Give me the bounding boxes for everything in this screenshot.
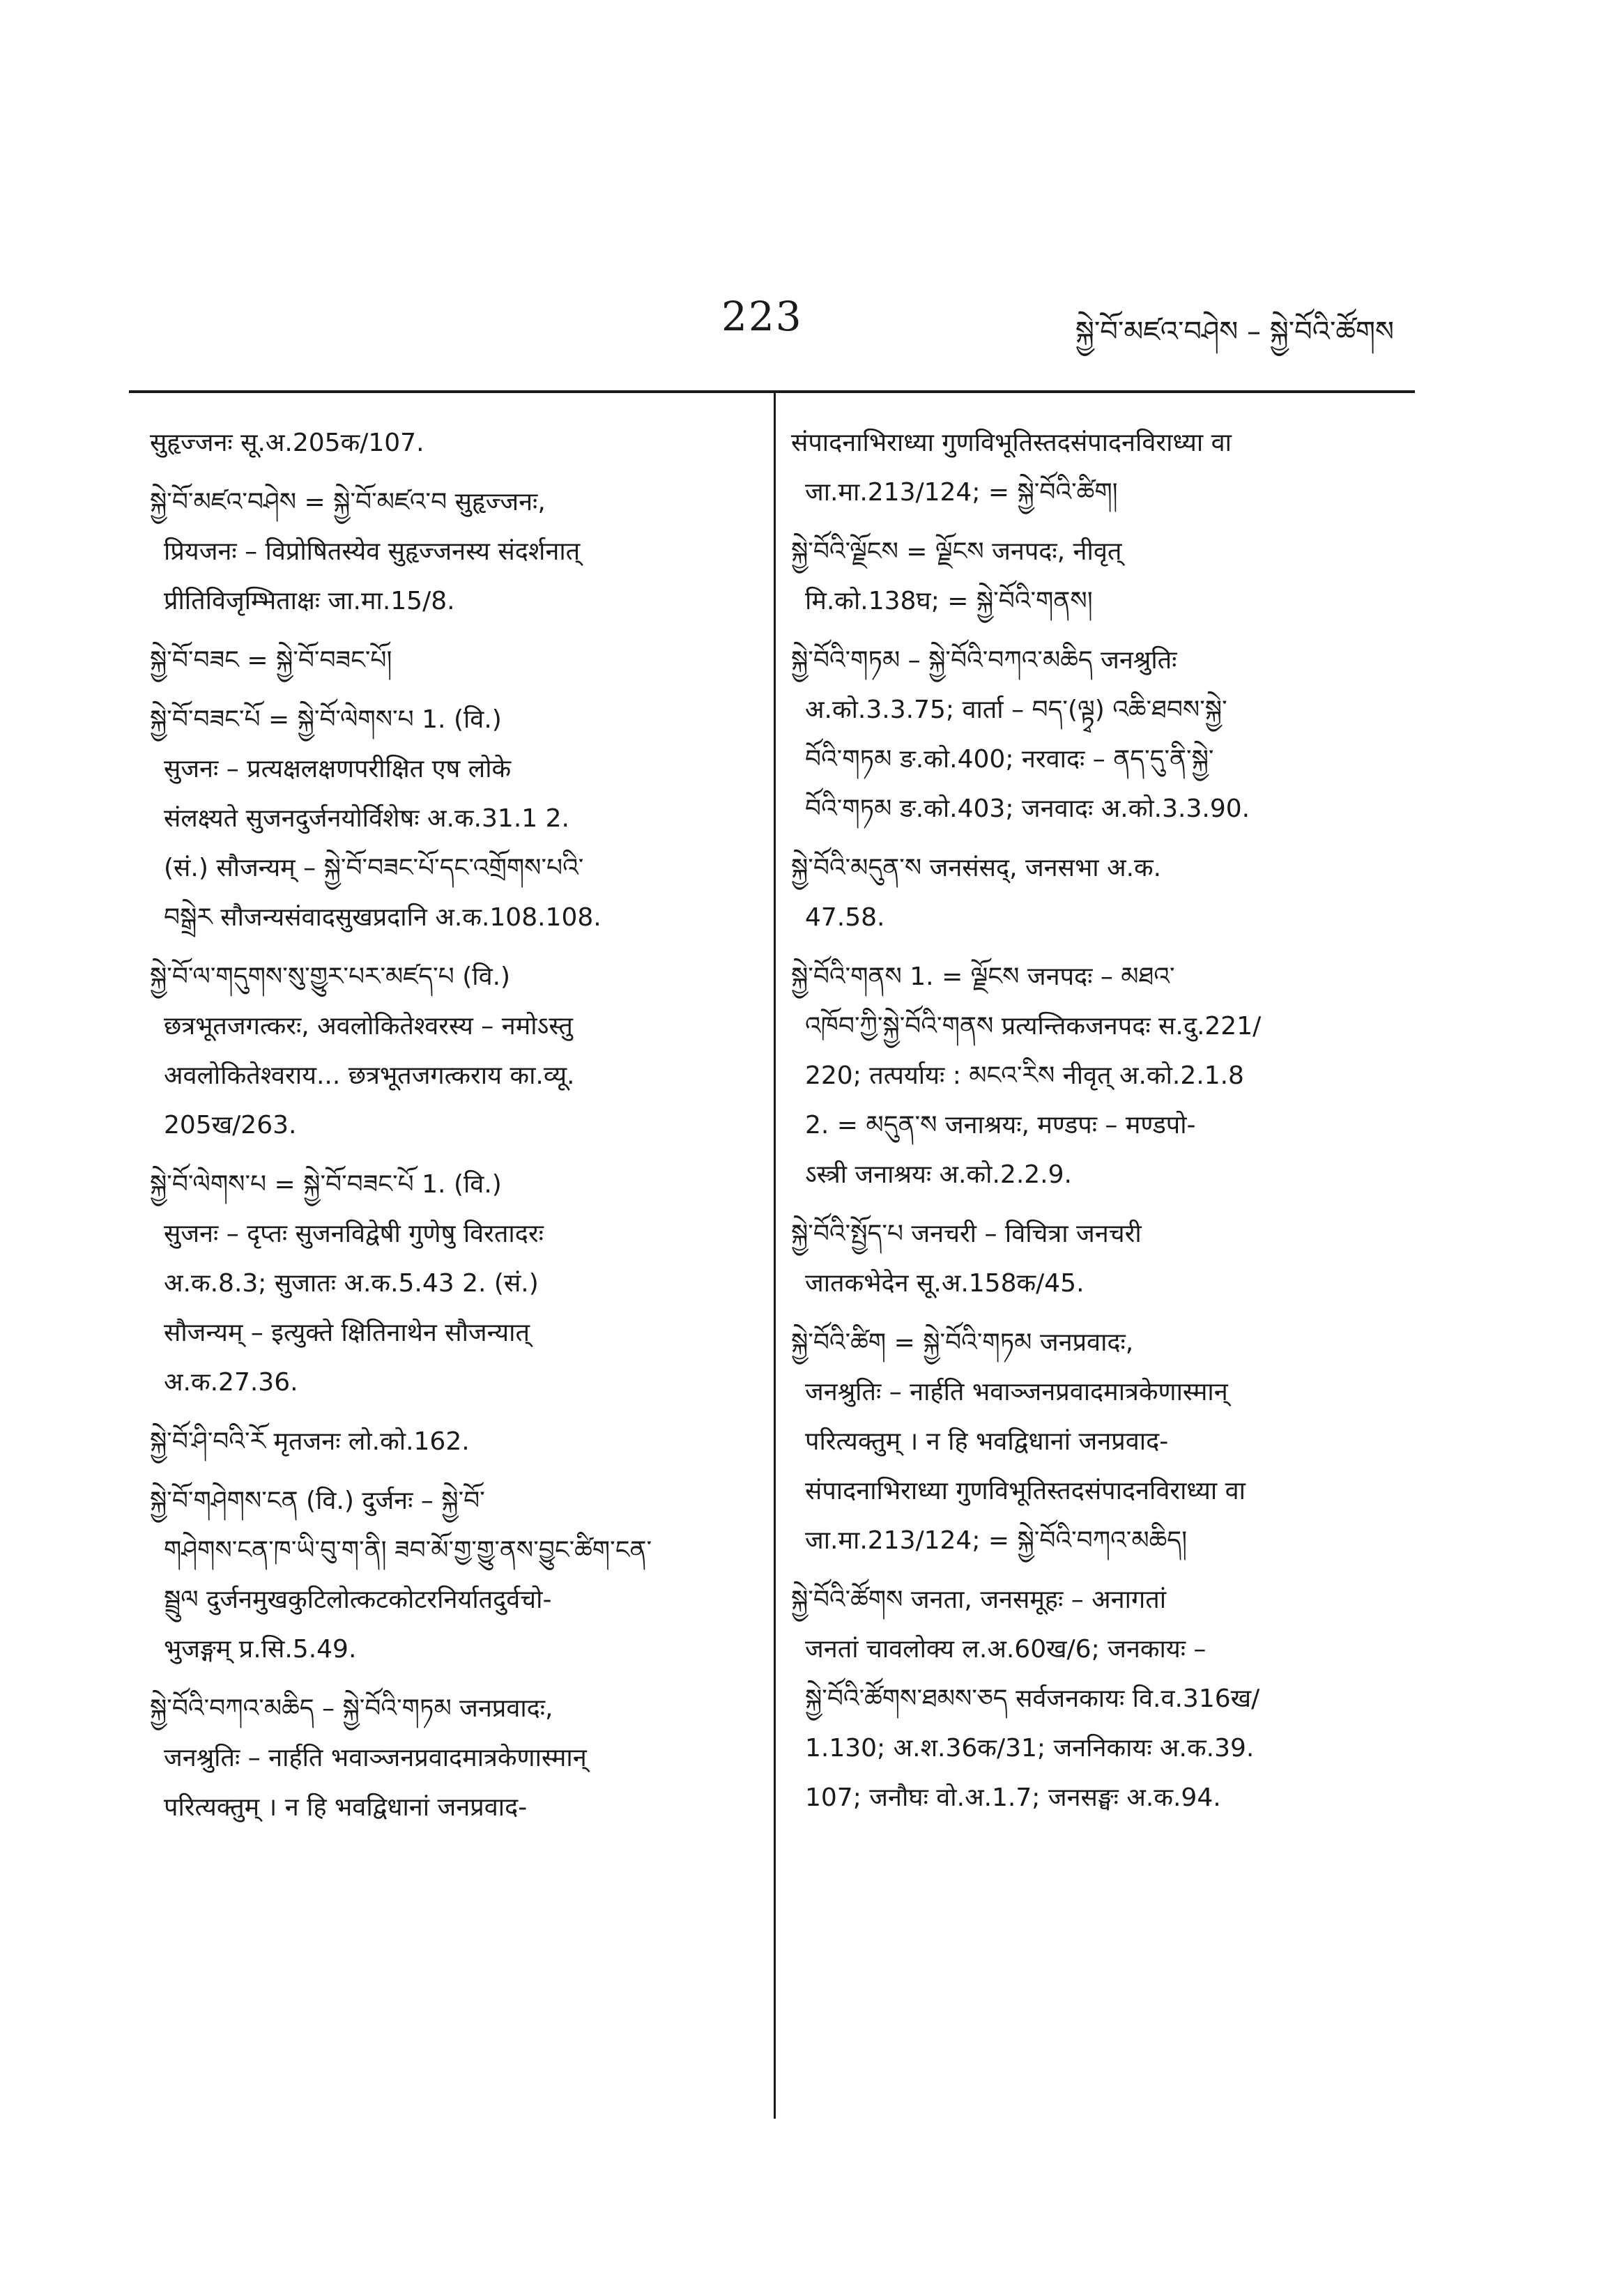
dictionary-entry	[791, 418, 1404, 517]
entry-headline: སྐྱེ་བོའི་ཚོགས जनता, जनसमूहः – अनागतां	[791, 1586, 1167, 1614]
entry-line: अ.को.3.3.75; वार्ता – བད་(ལྟྭ) འཆི་ཐབས་སྐྱེ་	[805, 696, 1227, 724]
entry-line: संलक्ष्यते सुजनदुर्जनयोर्विशेषः अ.क.31.1 2.	[164, 804, 569, 833]
entry-line: अवलोकितेश्वराय... छत्रभूतजगत्कराय का.व्यू.	[164, 1061, 575, 1090]
dictionary-entry	[791, 1318, 1404, 1565]
dictionary-entry	[791, 527, 1404, 626]
entry-line: संपादनाभिराध्या गुणविभूतिस्तदसंपादनविराध्या वा	[805, 1477, 1246, 1505]
entry-headline: सुहृज्जनः सू.अ.205क/107.	[150, 429, 424, 457]
running-head: སྐྱེ་བོ་མཛའ་བཤེས – སྐྱེ་བོའི་ཚོགས	[1075, 316, 1394, 348]
left-column	[150, 418, 763, 1842]
entry-line: जा.मा.213/124; = སྐྱེ་བོའི་ཚིག།	[805, 478, 1118, 507]
entry-line: अ.क.27.36.	[164, 1368, 298, 1397]
entry-line: सुजनः – दृप्तः सुजनविद्वेषी गुणेषु विरतादरः	[164, 1220, 544, 1248]
entry-line: अ.क.8.3; सुजातः अ.क.5.43 2. (सं.)	[164, 1269, 539, 1298]
entry-line: 205ख/263.	[164, 1111, 297, 1139]
dictionary-entry	[150, 1417, 763, 1466]
column-divider	[774, 390, 776, 2119]
entry-headline: संपादनाभिराध्या गुणविभूतिस्तदसंपादनविराध्या वा	[791, 429, 1232, 457]
dictionary-entry	[150, 636, 763, 685]
dictionary-entry	[150, 1476, 763, 1674]
entry-headline: སྐྱེ་བོ་གཤེགས་ངན (वि.) दुर्जनः – སྐྱེ་བོ་	[150, 1487, 485, 1515]
entry-line: प्रीतिविजृम्भिताक्षः जा.मा.15/8.	[164, 587, 455, 615]
entry-headline: སྐྱེ་བོའི་བཀའ་མཆིད – སྐྱེ་བོའི་གཏམ जनप्रवादः,	[150, 1694, 553, 1723]
dictionary-entry	[791, 1209, 1404, 1308]
entry-headline: སྐྱེ་བོ་ཤི་བའི་རོ मृतजनः लो.को.162.	[150, 1427, 470, 1456]
entry-line: 107; जनौघः वो.अ.1.7; जनसङ्घः अ.क.94.	[805, 1783, 1221, 1812]
entry-headline: སྐྱེ་བོའི་སྤྱོད་པ जनचरी – विचित्रा जनचरी	[791, 1220, 1142, 1248]
dictionary-entry	[150, 1684, 763, 1832]
entry-line: བོའི་གཏམ ङ.को.400; नरवादः – ནད་དུ་ནི་སྐྱེ་	[805, 745, 1214, 774]
dictionary-entry	[150, 477, 763, 626]
entry-line: जनश्रुतिः – नार्हति भवाञ्जनप्रवादमात्रकेणास्मान्	[164, 1744, 587, 1772]
entry-line: གཤེགས་ངན་ཁ་ཡི་བུ་ག་ནི། ཟབ་མོ་གྱ་གྱུ་ནས་བྱུང་ཚིག་ངན་	[164, 1536, 652, 1565]
entry-line: छत्रभूतजगत्करः, अवलोकितेश्वरस्य – नमोऽस्तु	[164, 1012, 573, 1041]
entry-line: ऽस्त्री जनाश्रयः अ.को.2.2.9.	[805, 1160, 1072, 1189]
dictionary-entry	[150, 1160, 763, 1407]
dictionary-entry	[791, 952, 1404, 1199]
right-column	[791, 418, 1404, 1832]
entry-line: 47.58.	[805, 903, 885, 932]
entry-headline: སྐྱེ་བོའི་ཚིག = སྐྱེ་བོའི་གཏམ जनप्रवादः,	[791, 1328, 1134, 1357]
entry-line: मि.को.138घ; = སྐྱེ་བོའི་གནས།	[805, 587, 1093, 615]
entry-line: जातकभेदेन सू.अ.158क/45.	[805, 1269, 1085, 1298]
dictionary-entry	[791, 1575, 1404, 1822]
entry-headline: སྐྱེ་བོ་མཛའ་བཤེས = སྐྱེ་བོ་མཛའ་བ सुहृज्जनः,	[150, 488, 546, 516]
entry-line: བོའི་གཏམ ङ.को.403; जनवादः अ.को.3.3.90.	[805, 795, 1250, 823]
entry-line: सौजन्यम् – इत्युक्ते क्षितिनाथेन सौजन्यात्	[164, 1319, 530, 1347]
entry-headline: སྐྱེ་བོ་བཟང = སྐྱེ་བོ་བཟང་པོ།	[150, 646, 392, 675]
entry-line: སྦྲུལ दुर्जनमुखकुटिलोत्कटकोटरनिर्यातदुर्वचो-	[164, 1586, 552, 1614]
entry-line: 1.130; अ.श.36क/31; जननिकायः अ.क.39.	[805, 1734, 1255, 1763]
entry-line: བསྒྲེར सौजन्यसंवादसुखप्रदानि अ.क.108.108.	[164, 903, 602, 932]
entry-headline: སྐྱེ་བོ་ལ་གདུགས་སུ་གྱུར་པར་མཛད་པ (वि.)	[150, 962, 511, 991]
entry-line: भुजङ्गम् प्र.सि.5.49.	[164, 1635, 357, 1664]
page-number: 223	[721, 293, 803, 340]
entry-headline: སྐྱེ་བོའི་ལྗོངས = ལྗོངས जनपदः, नीवृत्	[791, 537, 1122, 566]
entry-line: जनश्रुतिः – नार्हति भवाञ्जनप्रवादमात्रकेणास्मान्	[805, 1378, 1228, 1406]
entry-headline: སྐྱེ་བོའི་གནས 1. = ལྗོངས जनपदः – མཐའ་	[791, 962, 1175, 991]
entry-line: परित्यक्तुम् । न हि भवद्विधानां जनप्रवाद-	[164, 1793, 528, 1822]
entry-line: 2. = མདུན་ས जनाश्रयः, मण्डपः – मण्डपो-	[805, 1111, 1196, 1139]
entry-headline: སྐྱེ་བོ་ལེགས་པ = སྐྱེ་བོ་བཟང་པོ 1. (वि.)	[150, 1170, 502, 1199]
dictionary-entry	[150, 952, 763, 1150]
header-rule	[129, 390, 1415, 393]
entry-line: परित्यक्तुम् । न हि भवद्विधानां जनप्रवाद-	[805, 1427, 1169, 1456]
entry-headline: སྐྱེ་བོ་བཟང་པོ = སྐྱེ་བོ་ལེགས་པ 1. (वि.)	[150, 705, 502, 734]
entry-headline: སྐྱེ་བོའི་གཏམ – སྐྱེ་བོའི་བཀའ་མཆིད जनश्रुतिः	[791, 646, 1177, 675]
entry-line: प्रियजनः – विप्रोषितस्येव सुहृज्जनस्य संदर्शनात्	[164, 537, 581, 566]
dictionary-entry	[150, 695, 763, 942]
entry-line: जा.मा.213/124; = སྐྱེ་བོའི་བཀའ་མཆིད།	[805, 1526, 1188, 1555]
entry-line: सुजनः – प्रत्यक्षलक्षणपरीक्षित एष लोके	[164, 755, 512, 783]
entry-line: (सं.) सौजन्यम् – སྐྱེ་བོ་བཟང་པོ་དང་འགྲོགས་པའི་	[164, 854, 584, 882]
dictionary-entry	[791, 843, 1404, 942]
dictionary-entry	[150, 418, 763, 468]
entry-line: འཁོབ་ཀྱི་སྐྱེ་བོའི་གནས प्रत्यन्तिकजनपदः स.दु.221/	[805, 1012, 1262, 1041]
entry-line: जनतां चावलोक्य ल.अ.60ख/6; जनकायः –	[805, 1635, 1206, 1664]
entry-line: སྐྱེ་བོའི་ཚོགས་ཐམས་ཅད सर्वजनकायः वि.व.316ख/	[805, 1684, 1260, 1713]
entry-headline: སྐྱེ་བོའི་མདུན་ས जनसंसद्, जनसभा अ.क.	[791, 854, 1162, 882]
dictionary-entry	[791, 636, 1404, 834]
entry-line: 220; तत्पर्यायः : མངའ་རིས नीवृत् अ.को.2.1.8	[805, 1061, 1244, 1090]
